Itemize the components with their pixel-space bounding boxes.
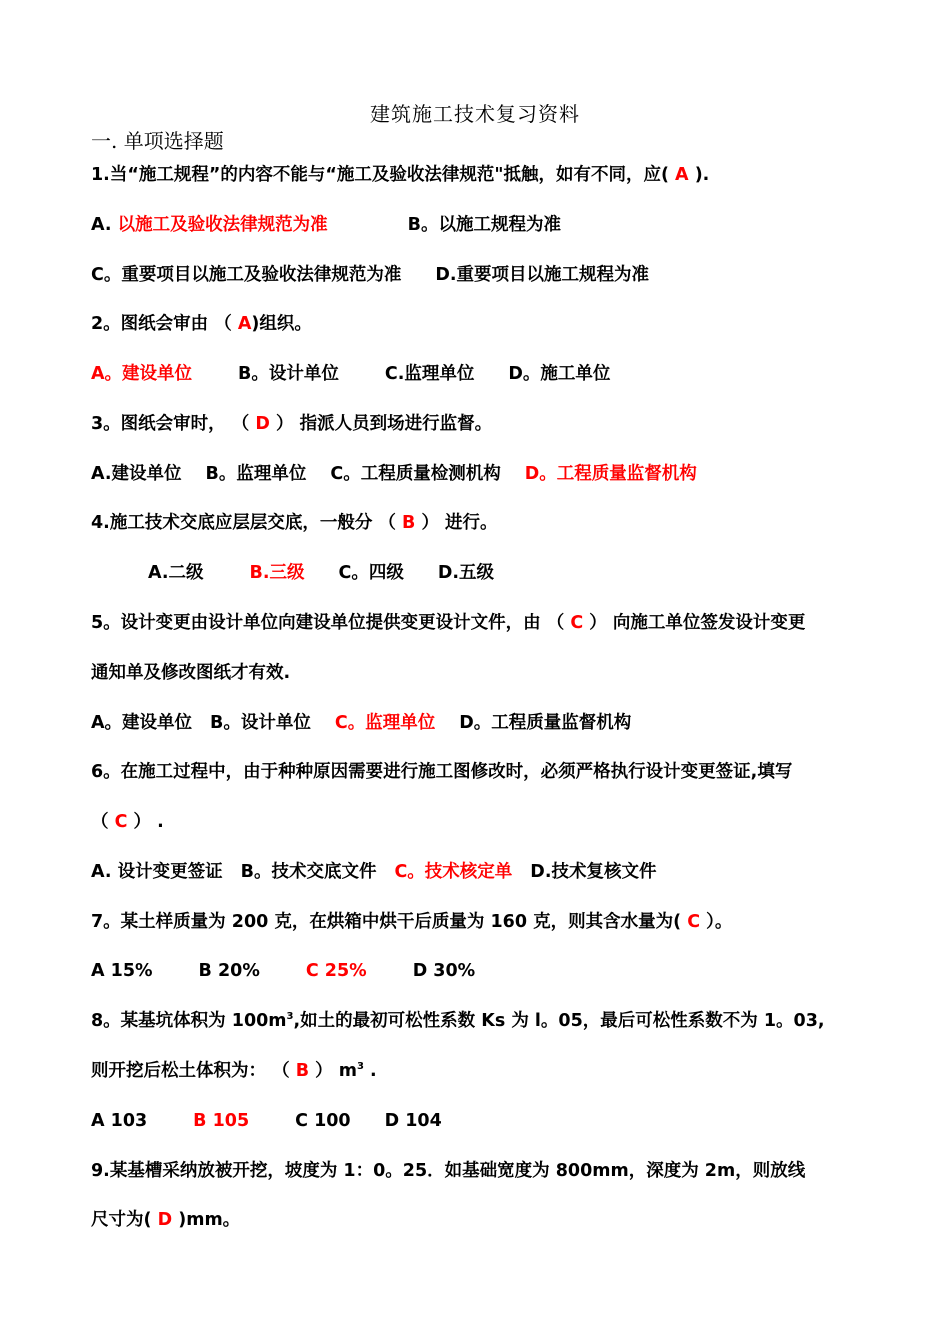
question-1-option-d: D.重要项目以施工规程为准	[435, 265, 650, 285]
question-6-stem: 6。在施工过程中，由于种种原因需要进行施工图修改时，必须严格执行设计变更签证,填写	[91, 762, 793, 782]
question-1-option-a: 以施工及验收法律规范为准	[117, 215, 328, 235]
question-1-stem: 1.当“施工规程”的内容不能与“施工及验收法律规范"抵触，如有不同，应( A ).	[91, 165, 710, 185]
question-7-option-a: A 15%	[91, 961, 153, 981]
question-6-option-c: C。技术核定单	[394, 862, 513, 882]
question-4-option-a: A.二级	[148, 563, 204, 583]
question-5-option-a: A。建设单位	[91, 713, 193, 733]
question-7-answer: C	[687, 912, 701, 932]
question-1-answer: A	[668, 165, 695, 185]
question-3-option-c: C。工程质量检测机构	[330, 464, 501, 484]
question-8-option-c: C 100	[295, 1111, 351, 1131]
question-3-options	[91, 462, 697, 486]
question-8-answer: B	[295, 1061, 310, 1081]
question-5-stem: 5。设计变更由设计单位向建设单位提供变更设计文件，由 （ C ） 向施工单位签发设计变更	[91, 613, 806, 633]
question-1-options-row1: A. 以施工及验收法律规范为准 B。以施工规程为准	[91, 215, 561, 235]
question-2-option-b: B。设计单位	[238, 364, 339, 384]
section-heading: 一. 单项选择题	[91, 129, 224, 153]
question-5-option-b: B。设计单位	[210, 713, 311, 733]
question-2-options	[91, 362, 610, 386]
question-7-option-d: D 30%	[412, 961, 476, 981]
question-8-option-b: B 105	[193, 1111, 250, 1131]
question-6-option-d: D.技术复核文件	[530, 862, 657, 882]
question-8-options	[91, 1109, 442, 1133]
question-2-option-c: C.监理单位	[384, 364, 475, 384]
question-3-option-a: A.建设单位	[91, 464, 182, 484]
question-1-option-b: B。以施工规程为准	[407, 215, 561, 235]
question-3-option-b: B。监理单位	[205, 464, 307, 484]
question-1-option-c: C。重要项目以施工及验收法律规范为准	[91, 265, 402, 285]
question-4-option-b: B.三级	[249, 563, 305, 583]
question-6-option-b: B。技术交底文件	[240, 862, 377, 882]
question-7-option-b: B 20%	[198, 961, 260, 981]
question-2-option-d: D。施工单位	[508, 364, 611, 384]
question-6-options	[91, 860, 656, 884]
question-3-stem: 3。图纸会审时， （ D ） 指派人员到场进行监督。	[91, 414, 493, 434]
question-3-option-d: D。工程质量监督机构	[524, 464, 697, 484]
question-9-answer: D	[157, 1210, 173, 1230]
question-5-options	[91, 711, 631, 735]
question-8-stem-cont: 则开挖后松土体积为： （ B ） $m^3$ .	[91, 1061, 377, 1081]
question-9-stem: 9.某基槽采纳放被开挖，坡度为 1：0。25．如基础宽度为 800mm，深度为 2m，则放线	[91, 1161, 806, 1181]
question-9-stem-cont: 尺寸为( D )mm。	[91, 1210, 241, 1230]
question-5-option-d: D。工程质量监督机构	[459, 713, 632, 733]
question-4-options	[148, 561, 494, 585]
question-7-option-c: C 25%	[305, 961, 367, 981]
question-7-options	[91, 959, 475, 983]
question-5-option-c: C。监理单位	[334, 713, 436, 733]
question-2-stem: 2。图纸会审由 （ A)组织。	[91, 314, 312, 334]
question-3-answer: D	[255, 414, 270, 434]
question-2-option-a: A。建设单位	[91, 364, 193, 384]
document-title: 建筑施工技术复习资料	[370, 102, 580, 126]
question-2-answer: A	[237, 314, 252, 334]
question-5-answer: C	[570, 613, 584, 633]
question-6-option-a: A. 设计变更签证	[91, 862, 223, 882]
question-8-option-a: A 103	[91, 1111, 148, 1131]
question-4-option-c: C。四级	[338, 563, 404, 583]
question-4-answer: B	[402, 513, 416, 533]
question-4-stem: 4.施工技术交底应层层交底，一般分 （ B ） 进行。	[91, 513, 498, 533]
question-4-option-d: D.五级	[437, 563, 495, 583]
question-8-option-d: D 104	[384, 1111, 442, 1131]
question-5-stem-cont: 通知单及修改图纸才有效.	[91, 663, 291, 683]
question-1-options-row2	[91, 263, 649, 287]
question-8-stem: 8。某基坑体积为 $100m^3$,如土的最初可松性系数 Ks 为 l。05，最后可松性系数不为 1。03,	[91, 1011, 825, 1031]
question-7-stem: 7。某土样质量为 200 克，在烘箱中烘干后质量为 160 克，则其含水量为( C ）。	[91, 912, 733, 932]
question-6-answer: C	[114, 812, 128, 832]
question-6-stem-cont: （ C ） .	[91, 812, 164, 832]
